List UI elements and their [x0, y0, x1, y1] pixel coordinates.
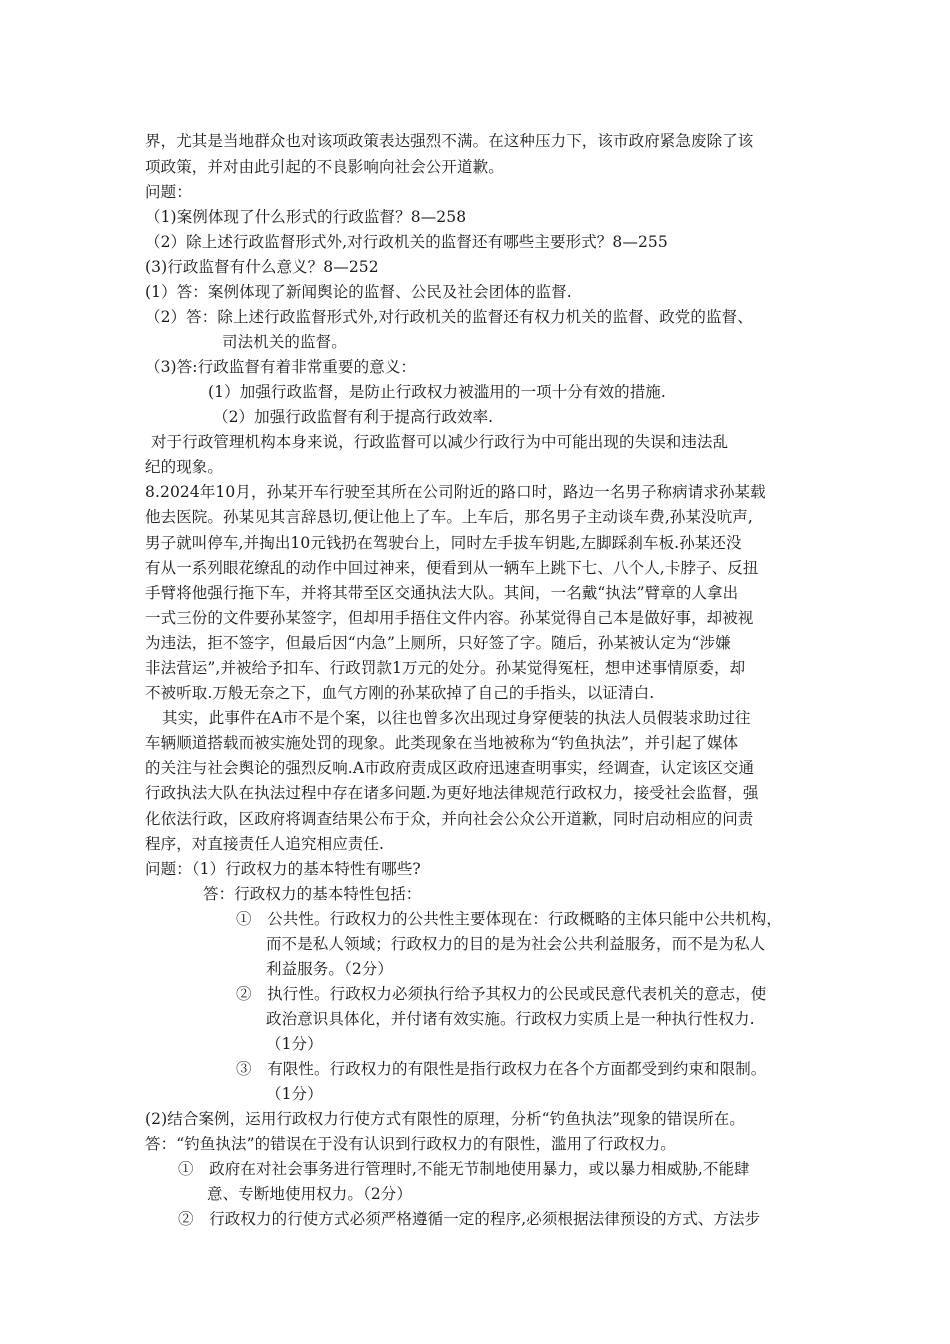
text-line: 纪的现象。 — [145, 458, 224, 476]
text-line: (1）答：案例体现了新闻舆论的监督、公民及社会团体的监督. — [145, 283, 572, 301]
text-line: 政治意识具体化，并付诸有效实施。行政权力实质上是一种执行性权力. — [266, 1010, 755, 1028]
text-line: （2）除上述行政监督形式外,对行政机关的监督还有哪些主要形式？8—255 — [145, 233, 668, 251]
text-line: 的关注与社会舆论的强烈反响.A市政府责成区政府迅速查明事实，经调查，认定该区交通 — [145, 759, 755, 777]
text-line: 意、专断地使用权力。（2分） — [207, 1185, 413, 1203]
text-line: (1）加强行政监督，是防止行政权力被滥用的一项十分有效的措施. — [208, 383, 666, 401]
text-line: 而不是私人领域；行政权力的目的是为社会公共利益服务，而不是为私人 — [266, 935, 766, 953]
text-line: （2）加强行政监督有利于提高行政效率. — [213, 408, 494, 426]
text-line: (2)结合案例，运用行政权力行使方式有限性的原理，分析“钓鱼执法”现象的错误所在。 — [145, 1110, 745, 1128]
text-line: 车辆顺道搭载而被实施处罚的现象。此类现象在当地被称为“钓鱼执法”，并引起了媒体 — [145, 734, 739, 752]
text-line: (3)行政监督有什么意义？8—252 — [145, 258, 379, 276]
text-line: 有从一系列眼花缭乱的动作中回过神来，便看到从一辆车上跳下七、八个人,卡脖子、反扭 — [145, 559, 759, 577]
text-line: 不被听取.万般无奈之下，血气方刚的孙某砍掉了自己的手指头，以证清白. — [145, 684, 655, 702]
text-line: ② 行政权力的行使方式必须严格遵循一定的程序,必须根据法律预设的方式、方法步 — [178, 1210, 761, 1228]
text-line: 行政执法大队在执法过程中存在诸多问题.为更好地法律规范行政权力，接受社会监督，强 — [145, 784, 759, 802]
text-line: 其实，此事件在A市不是个案，以往也曾多次出现过身穿便装的执法人员假装求助过往 — [162, 709, 751, 727]
text-line: 程序，对直接责任人追究相应责任. — [145, 835, 385, 853]
text-line: 8.2024年10月，孙某开车行驶至其所在公司附近的路口时，路边一名男子称病请求孙某载 — [145, 483, 766, 501]
text-line: 问题：（1）行政权力的基本特性有哪些? — [145, 860, 421, 878]
text-line: 化依法行政，区政府将调查结果公布于众，并向社会公众公开道歉，同时启动相应的问责 — [145, 810, 754, 828]
text-line: （2）答：除上述行政监督形式外,对行政机关的监督还有权力机关的监督、政党的监督、 — [145, 308, 753, 326]
text-line: 男子就叫停车,并掏出10元钱扔在驾驶台上，同时左手拔车钥匙,左脚踩刹车板.孙某还没 — [145, 534, 742, 552]
text-line: 他去医院。孙某见其言辞恳切,便让他上了车。上车后，那名男子主动谈车费,孙某没吭声, — [145, 508, 753, 526]
text-line: 项政策，并对由此引起的不良影响向社会公开道歉。 — [145, 158, 504, 176]
text-line: 界，尤其是当地群众也对该项政策表达强烈不满。在这种压力下，该市政府紧急废除了该 — [145, 132, 754, 150]
text-line: ③ 有限性。行政权力的有限性是指行政权力在各个方面都受到约束和限制。 — [236, 1060, 767, 1078]
text-line: 答：“钓鱼执法”的错误在于没有认识到行政权力的有限性，滥用了行政权力。 — [145, 1135, 676, 1153]
text-line: ① 公共性。行政权力的公共性主要体现在：行政概略的主体只能中公共机构， — [236, 910, 783, 928]
text-line: 手臂将他强行拖下车，并将其带至区交通执法大队。其间，一名戴“执法”臂章的人拿出 — [145, 584, 739, 602]
text-line: 一式三份的文件要孙某签字，但却用手捂住文件内容。孙某觉得自己本是做好事，却被视 — [145, 609, 754, 627]
text-line: 非法营运”,并被给予扣车、行政罚款1万元的处分。孙某觉得冤枉，想申述事情原委，却 — [145, 659, 746, 677]
text-line: 司法机关的监督。 — [222, 333, 347, 351]
text-line: ② 执行性。行政权力必须执行给予其权力的公民或民意代表机关的意志，使 — [236, 985, 767, 1003]
text-line: （1)案例体现了什么形式的行政监督？8—258 — [145, 208, 467, 226]
text-line: 答：行政权力的基本特性包括： — [203, 885, 422, 903]
text-line: ① 政府在对社会事务进行管理时,不能无节制地使用暴力，或以暴力相威胁,不能肆 — [178, 1160, 750, 1178]
text-line: 问题： — [145, 183, 192, 201]
text-line: （3)答:行政监督有着非常重要的意义： — [145, 358, 417, 376]
text-line: 对于行政管理机构本身来说，行政监督可以减少行政行为中可能出现的失误和违法乱 — [151, 433, 729, 451]
text-line: （1分） — [266, 1085, 323, 1103]
text-line: （1分） — [266, 1035, 323, 1053]
text-line: 利益服务。（2分） — [266, 960, 394, 978]
text-line: 为违法，拒不签字，但最后因“内急”上厕所，只好签了字。随后，孙某被认定为“涉嫌 — [145, 634, 731, 652]
